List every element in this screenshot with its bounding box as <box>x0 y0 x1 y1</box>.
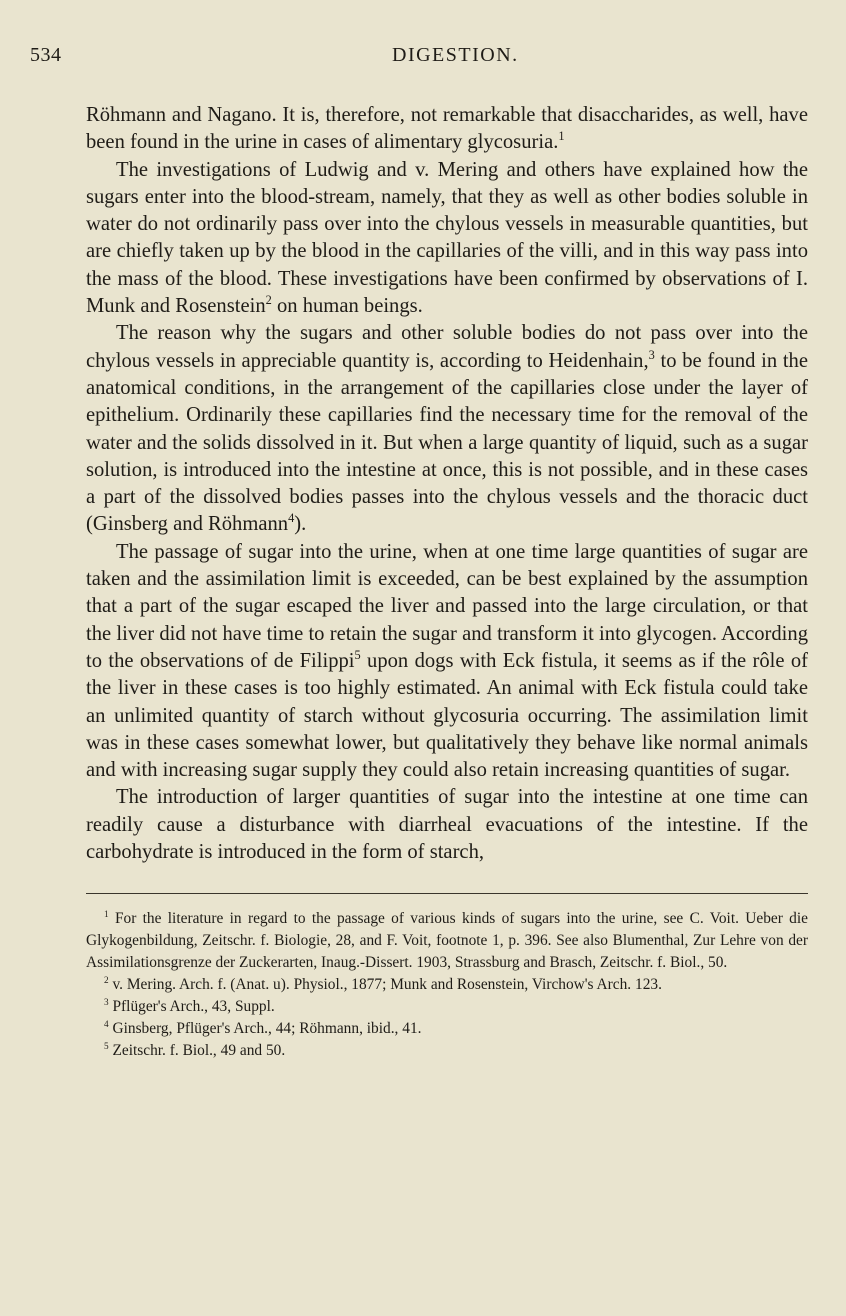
paragraph <box>86 102 808 157</box>
footnote-ref: 4 <box>288 511 295 526</box>
running-title: DIGESTION. <box>392 44 519 66</box>
footnote-text: Ginsberg, Pflüger's Arch., 44; Röhmann, ibid., 41. <box>112 1020 422 1038</box>
paragraph-text: Röhmann and Nagano. It is, therefore, not remarkable that disaccharides, as well, have been found in the urine in cases of alimentary glycosuria. <box>86 104 808 154</box>
footnote-ref: 3 <box>648 347 655 362</box>
paragraph-text: to be found in the anatomical conditions, in the arrangement of the capillaries close under the layer of epithelium. Ordinarily these capillaries find the necessary time for the removal of the water and the solids dissolved in it. But when a large quantity of liquid, such as a sugar solution, is introduced into the intestine at once, this is not possible, and in these cases a part of the dissolved bodies passes into the chylous vessels and the thoracic duct (Ginsberg and Röhmann <box>86 349 808 536</box>
paragraph-text: The passage of sugar into the urine, when at one time large quantities of sugar are taken and the assimilation limit is exceeded, can be best explained by the assumption that a part of the sugar escaped the liver and passed into the large circulation, or that the liver did not have time to retain the sugar and transform it into glycogen. According to the observations of de Filippi <box>86 540 808 672</box>
footnote <box>86 1018 808 1040</box>
body-text <box>86 102 808 866</box>
footnote-text: Pflüger's Arch., 43, Suppl. <box>112 998 275 1016</box>
paragraph <box>86 539 808 785</box>
page-number: 534 <box>30 44 62 66</box>
footnote <box>86 908 808 974</box>
footnote-mark: 4 <box>104 1019 109 1030</box>
footnote-text: v. Mering. Arch. f. (Anat. u). Physiol., 1877; Munk and Rosenstein, Virchow's Arch. 123. <box>112 976 662 994</box>
footnote-ref: 2 <box>265 293 272 308</box>
paragraph-text: The investigations of Ludwig and v. Mering and others have explained how the sugars enter into the blood-stream, namely, that they as well as other bodies soluble in water do not ordinarily pass over into the chylous vessels in measurable quantities, but are chiefly taken up by the blood in the capillaries of the villi, and in this way pass into the mass of the blood. These investigations have been confirmed by observations of I. Munk and Rosenstein <box>86 158 808 318</box>
paragraph-text: The reason why the sugars and other soluble bodies do not pass over into the chylous vessels in appreciable quantity is, according to Heidenhain, <box>86 322 808 372</box>
footnote-divider <box>86 893 808 894</box>
footnotes <box>86 908 808 1062</box>
footnote <box>86 974 808 996</box>
paragraph <box>86 157 808 321</box>
book-page <box>30 44 808 1062</box>
footnote-mark: 5 <box>104 1041 109 1052</box>
footnote-text: Zeitschr. f. Biol., 49 and 50. <box>112 1042 286 1060</box>
footnote-mark: 1 <box>104 909 109 920</box>
footnote-ref: 5 <box>354 648 361 663</box>
footnote-mark: 2 <box>104 975 109 986</box>
paragraph <box>86 320 808 538</box>
paragraph-text: on human beings. <box>271 295 423 318</box>
paragraph-text: upon dogs with Eck fistula, it seems as if the rôle of the liver in these cases is too highly estimated. An animal with Eck fistula could take an unlimited quantity of starch without glycosuria occurring. The assimilation limit was in these cases somewhat lower, but qualitatively they behave like normal animals and with increasing sugar supply they could also retain increasing quantities of sugar. <box>86 649 808 782</box>
paragraph-text: The introduction of larger quantities of sugar into the intestine at one time can readily cause a disturbance with diarrheal evacuations of the intestine. If the carbohydrate is introduced in the form of starch, <box>86 786 808 864</box>
running-header <box>30 44 808 78</box>
paragraph <box>86 784 808 866</box>
footnote-ref: 1 <box>558 129 565 144</box>
paragraph-text: ). <box>294 513 307 536</box>
footnote <box>86 1040 808 1062</box>
footnote <box>86 996 808 1018</box>
footnote-mark: 3 <box>104 997 109 1008</box>
footnote-text: For the literature in regard to the passage of various kinds of sugars into the urine, see C. Voit. Ueber die Glykogenbildung, Zeitschr. f. Biologie, 28, and F. Voit, footnote 1, p. 396. See also Blumenthal, Zur Lehre von der Assimilationsgrenze der Zuckerarten, Inaug.-Dissert. 1903, Strassburg and Brasch, Zeitschr. f. Biol., 50. <box>86 910 808 972</box>
